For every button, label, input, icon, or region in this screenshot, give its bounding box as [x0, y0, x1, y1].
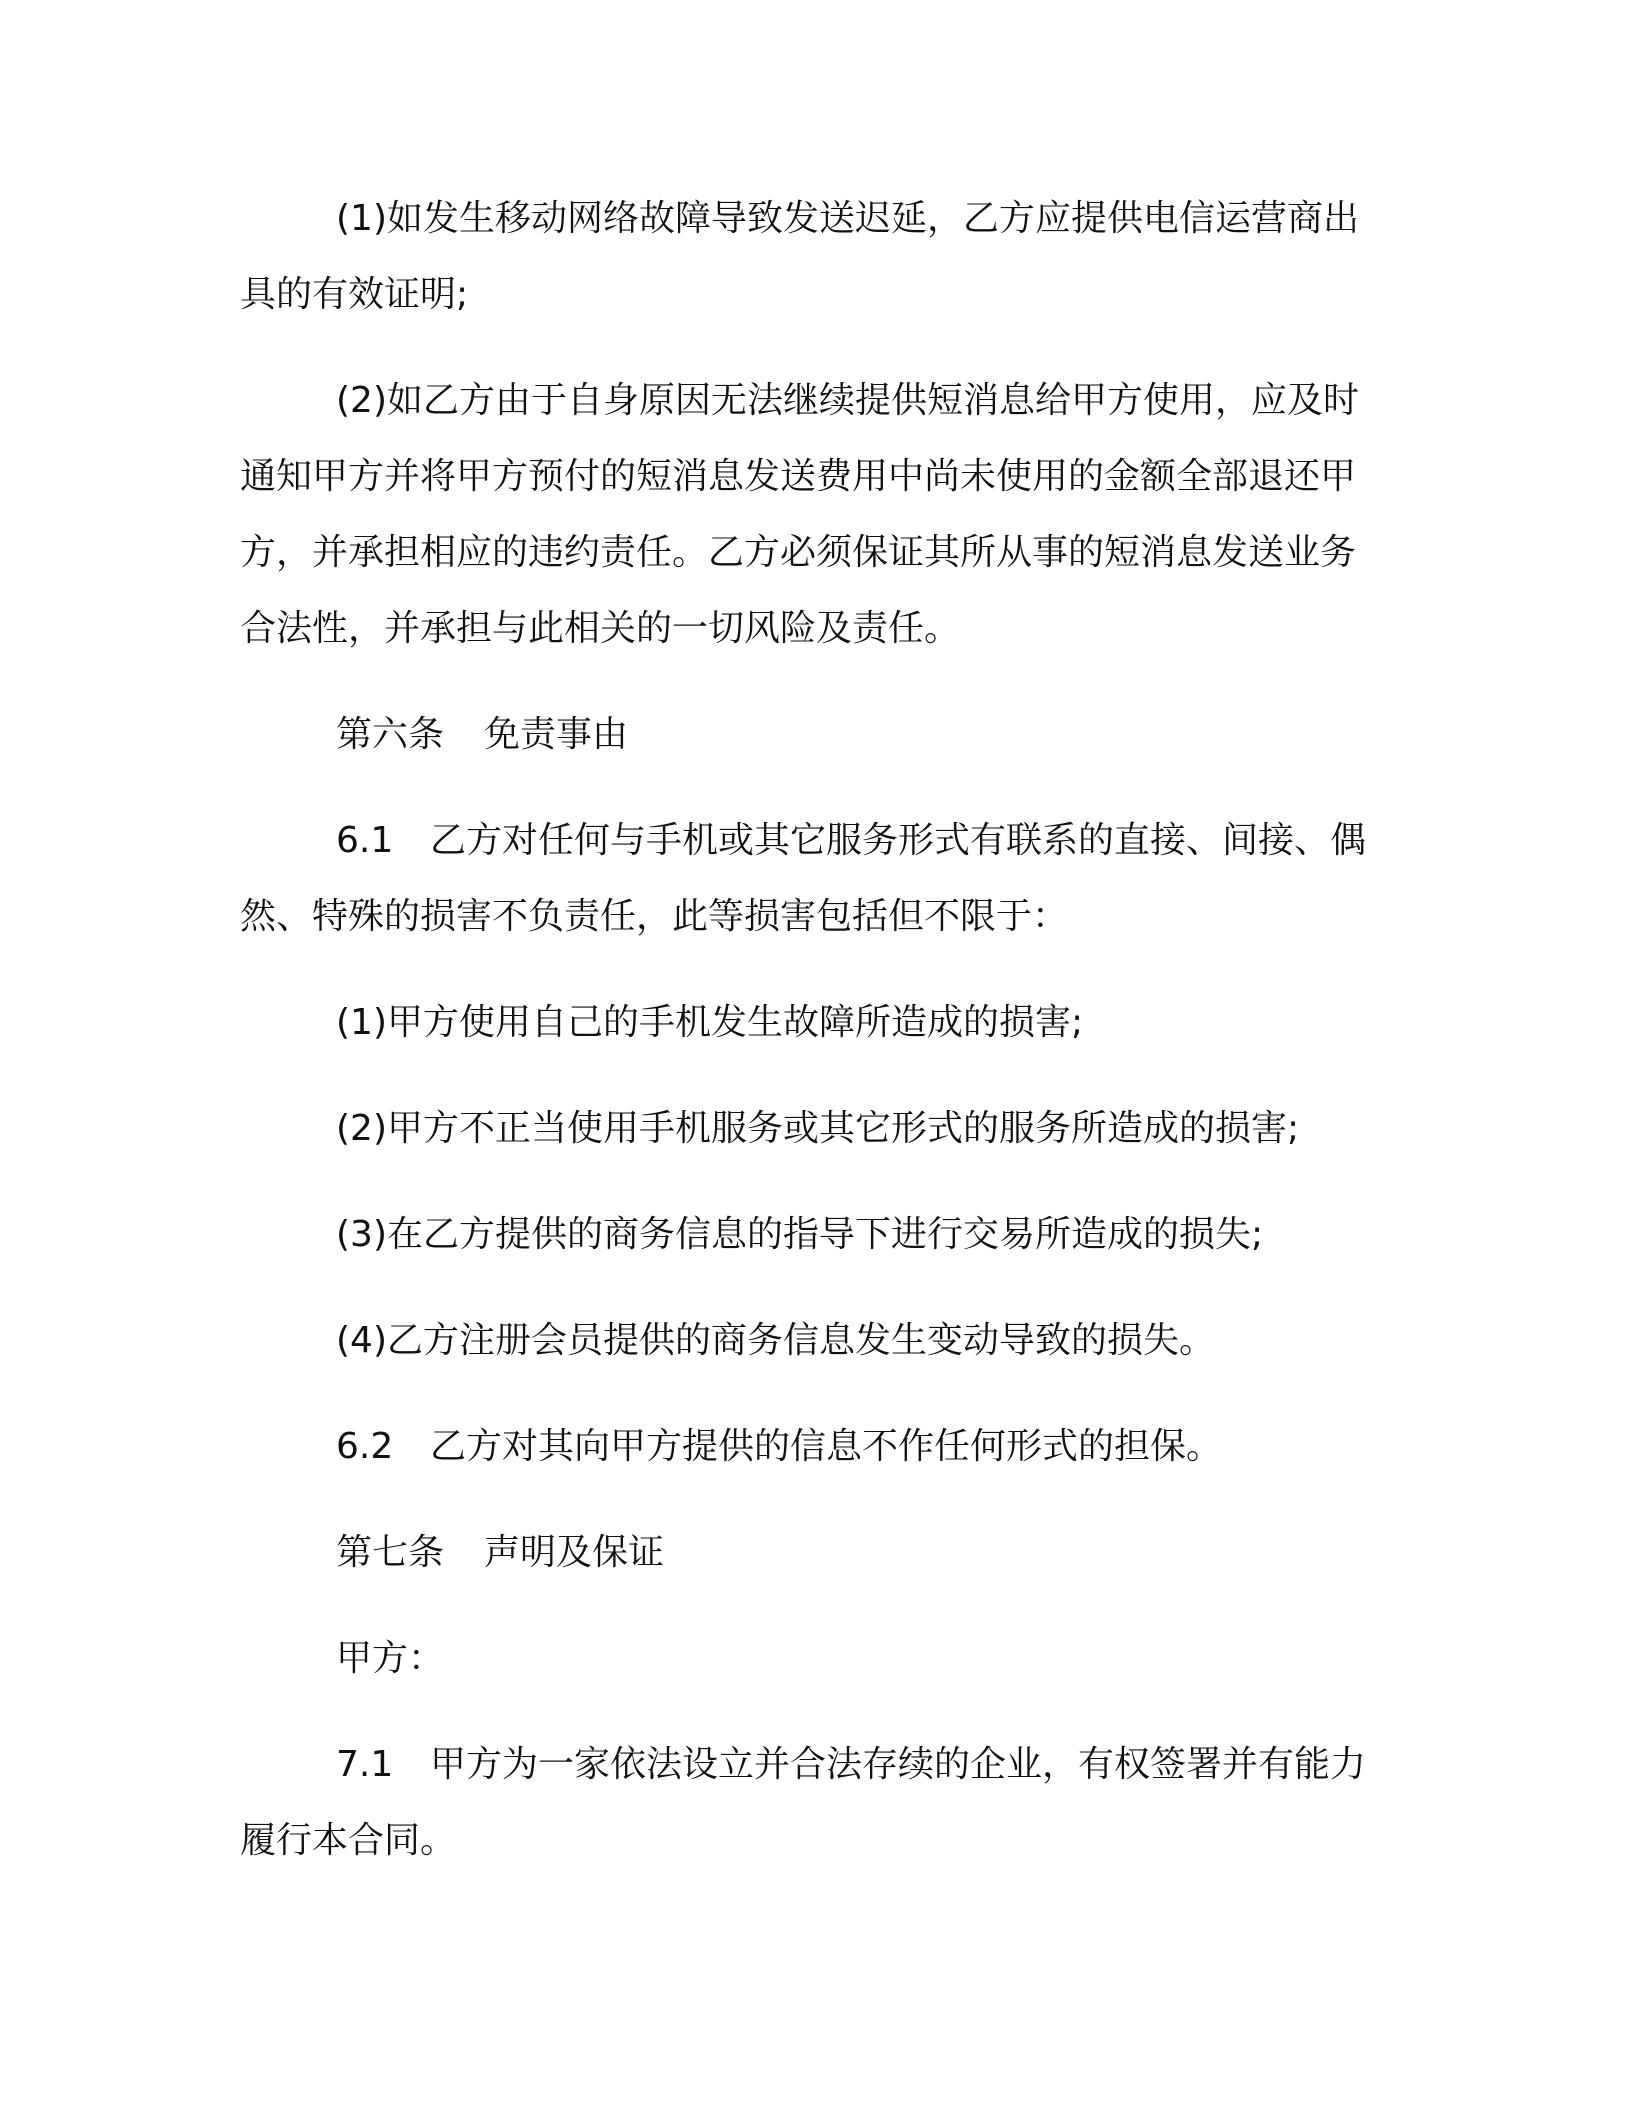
article-7-heading — [240, 1515, 1390, 1591]
clause-6-2-text: 乙方对其向甲方提供的信息不作任何形式的担保。 — [430, 1426, 1223, 1467]
article-6-number: 第六条 — [336, 714, 445, 755]
clause-6-2 — [240, 1409, 1390, 1485]
clause-6-2-number: 6.2 — [336, 1426, 394, 1467]
party-a-label: 甲方： — [336, 1638, 445, 1679]
clause-6-1-item-4: (4)乙方注册会员提供的商务信息发生变动导致的损失。 — [336, 1320, 1215, 1361]
document-body — [240, 181, 1390, 1909]
clause-6-1-number: 6.1 — [336, 820, 394, 861]
paragraph-5-item-1: (1)如发生移动网络故障导致发送迟延，乙方应提供电信运营商出具的有效证明; — [240, 198, 1359, 315]
clause-7-1 — [240, 1727, 1390, 1879]
clause-6-1-text: 乙方对任何与手机或其它服务形式有联系的直接、间接、偶然、特殊的损害不负责任，此等损害包括但不限于： — [240, 820, 1367, 937]
article-7-number: 第七条 — [336, 1532, 445, 1573]
article-6-title: 免责事由 — [484, 714, 629, 755]
clause-6-1 — [240, 803, 1390, 955]
clause-7-1-number: 7.1 — [336, 1744, 394, 1785]
article-7-title: 声明及保证 — [484, 1532, 665, 1573]
clause-6-1-item-1: (1)甲方使用自己的手机发生故障所造成的损害; — [336, 1002, 1084, 1043]
article-6-heading — [240, 697, 1390, 773]
clause-6-1-item-2: (2)甲方不正当使用手机服务或其它形式的服务所造成的损害; — [336, 1108, 1300, 1149]
paragraph-5-item-2: (2)如乙方由于自身原因无法继续提供短消息给甲方使用，应及时通知甲方并将甲方预付的短消息发送费用中尚未使用的金额全部退还甲方，并承担相应的违约责任。乙方必须保证其所从事的短消息发送业务合法性，并承担与此相关的一切风险及责任。 — [240, 380, 1359, 649]
clause-7-1-text: 甲方为一家依法设立并合法存续的企业，有权签署并有能力履行本合同。 — [240, 1744, 1367, 1861]
clause-6-1-item-3: (3)在乙方提供的商务信息的指导下进行交易所造成的损失; — [336, 1214, 1264, 1255]
